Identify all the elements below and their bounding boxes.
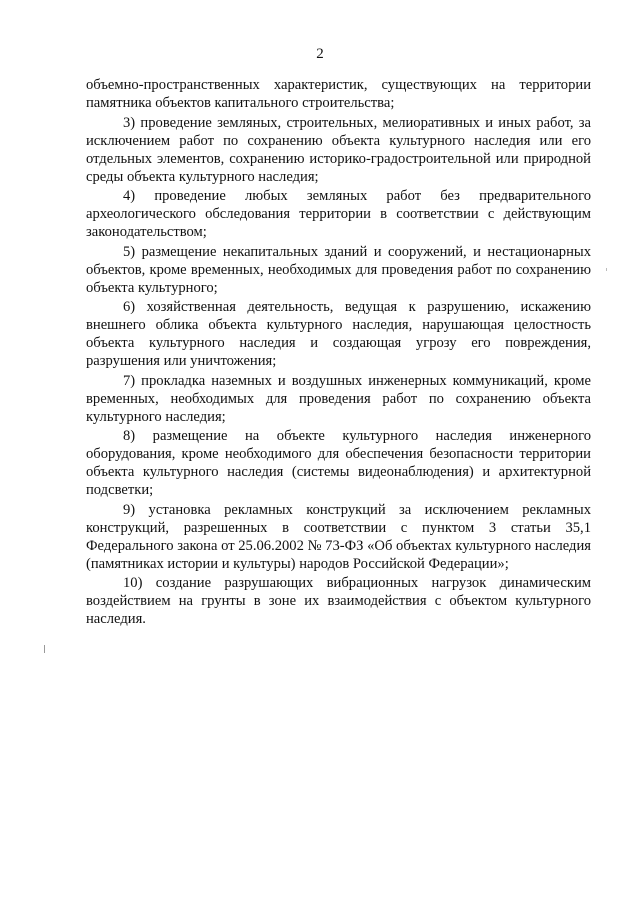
paragraph-continuation: объемно-пространственных характеристик, существующих на территории памятника объектов капитального строительства;	[86, 77, 591, 111]
list-item-9: 9) установка рекламных конструкций за исключением рекламных конструкций, разрешенных в соответствии с пунктом 3 статьи 35,1 Федерального закона от 25.06.2002 № 73-ФЗ «Об объектах культурного наследия (памятниках истории и культуры) народов Российской Федерации»;	[86, 501, 591, 572]
list-item-6: 6) хозяйственная деятельность, ведущая к разрушению, искажению внешнего облика объекта культурного наследия, нарушающая целостность объекта культурного наследия и создающая угрозу его повреждения, разрушения или уничтожения;	[86, 299, 591, 369]
document-body	[86, 76, 591, 630]
list-item-7: 7) прокладка наземных и воздушных инженерных коммуникаций, кроме временных, необходимых для проведения работ по сохранению объекта культурного наследия;	[86, 372, 591, 425]
scan-speck	[606, 268, 607, 271]
page-number: 2	[316, 46, 324, 62]
list-item-4: 4) проведение любых земляных работ без предварительного археологического обследования территории в соответствии с действующим законодательством;	[86, 188, 591, 240]
list-item-10: 10) создание разрушающих вибрационных нагрузок динамическим воздействием на грунты в зоне их взаимодействия с объектом культурного наследия.	[86, 575, 591, 627]
list-item-8: 8) размещение на объекте культурного наследия инженерного оборудования, кроме необходимого для обеспечения безопасности территории объекта культурного наследия (системы видеонаблюдения) и архитектурной подсветки;	[86, 428, 591, 498]
scan-margin-mark	[44, 645, 45, 653]
list-item-5: 5) размещение некапитальных зданий и сооружений, и нестационарных объектов, кроме временных, необходимых для проведения работ по сохранению объекта культурного;	[86, 243, 591, 296]
list-item-3: 3) проведение земляных, строительных, мелиоративных и иных работ, за исключением работ по сохранению объекта культурного наследия или его отдельных элементов, сохранению историко-градостроительной или природной среды объекта культурного наследия;	[86, 114, 591, 185]
